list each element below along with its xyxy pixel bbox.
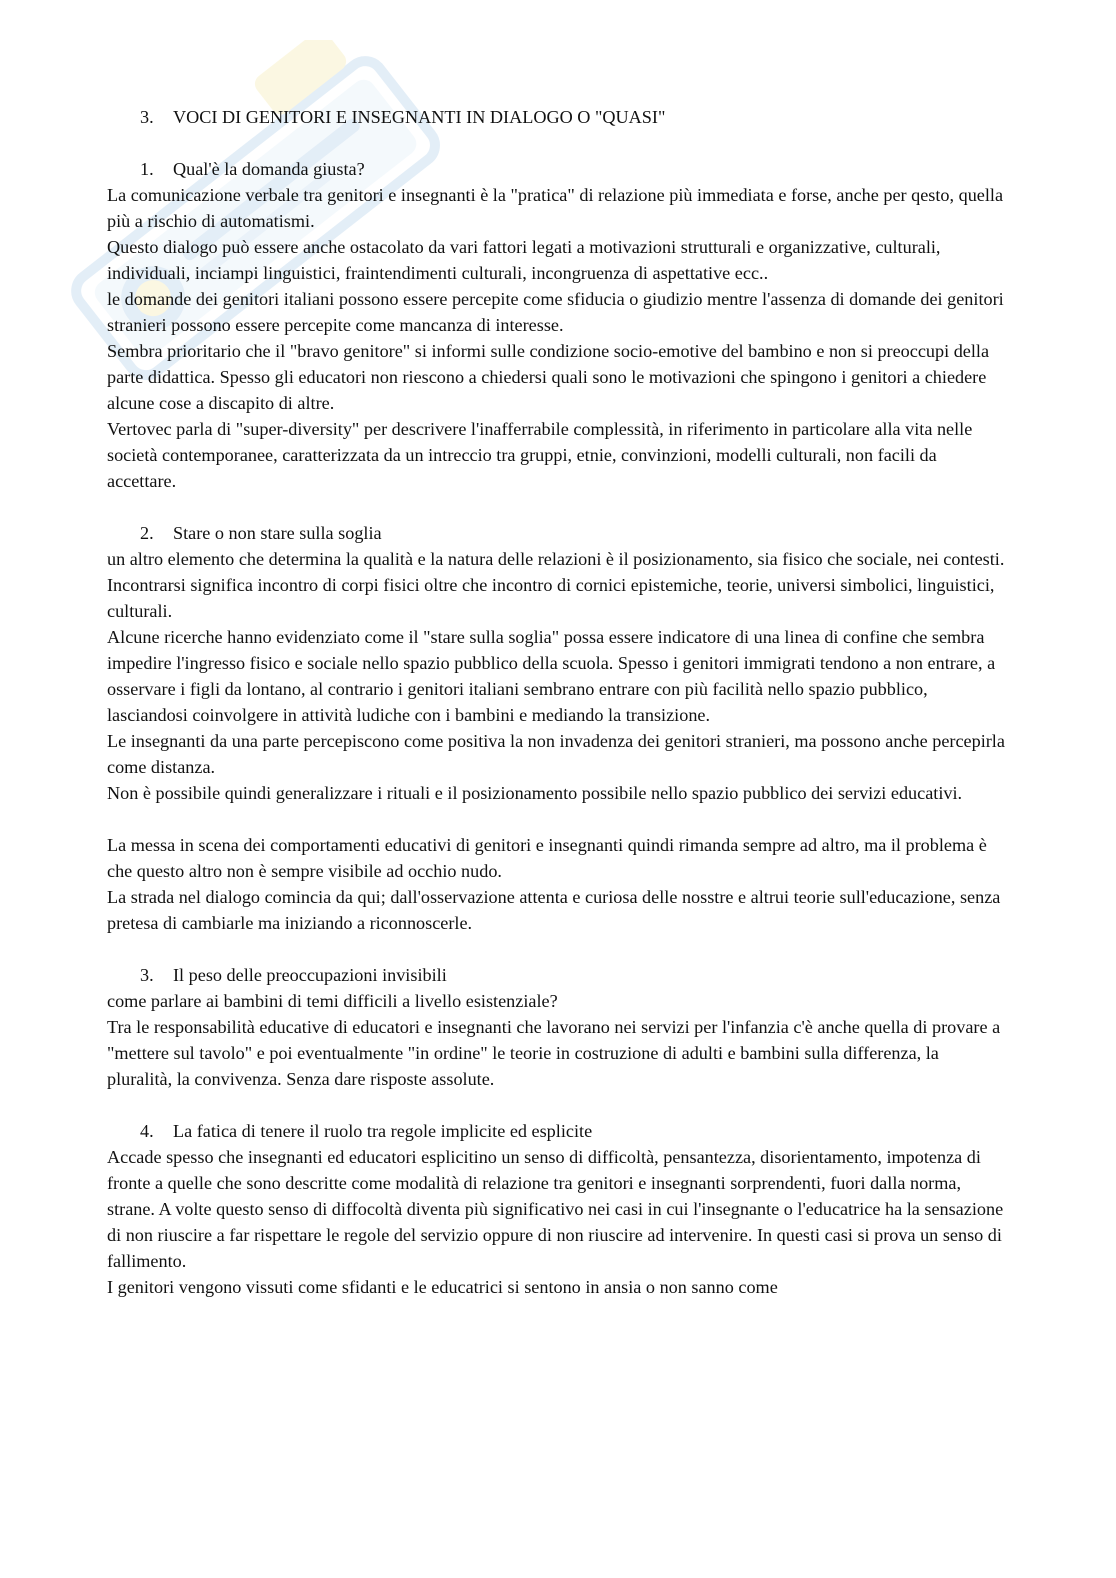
section-heading xyxy=(140,1118,1007,1144)
section-number: 1. xyxy=(140,159,154,179)
chapter-number: 3. xyxy=(140,107,154,127)
paragraph: Tra le responsabilità educative di educatori e insegnanti che lavorano nei servizi per l'infanzia c'è anche quella di provare a "mettere sul tavolo" e poi eventualmente "in ordine" le teorie in costruzione di adulti e bambini sulla differenza, la pluralità, la convivenza. Senza dare risposte assolute. xyxy=(107,1017,1001,1089)
section-title: Stare o non stare sulla soglia xyxy=(173,523,382,543)
section-title: La fatica di tenere il ruolo tra regole implicite ed esplicite xyxy=(173,1121,593,1141)
paragraph: La strada nel dialogo comincia da qui; dall'osservazione attenta e curiosa delle nosstre e altrui teorie sull'educazione, senza pretesa di cambiarle ma iniziando a riconnoscerle. xyxy=(107,887,1001,933)
paragraph: Accade spesso che insegnanti ed educatori esplicitino un senso di difficoltà, pensantezza, disorientamento, impotenza di fronte a quelle che sono descritte come modalità di relazione tra genitori e insegnanti sorprendenti, fuori dalla norma, strane. A volte questo senso di diffocoltà diventa più significativo nei casi in cui l'insegnante o l'educatrice ha la sensazione di non riuscire a far rispettare le regole del servizio oppure di non riuscire ad intervenire. In questi casi si prova un senso di fallimento. xyxy=(107,1147,1004,1271)
section-heading xyxy=(140,962,1007,988)
paragraph: Alcune ricerche hanno evidenziato come il "stare sulla soglia" possa essere indicatore di una linea di confine che sembra impedire l'ingresso fisico e sociale nello spazio pubblico della scuola. Spesso i genitori immigrati tendono a non entrare, a osservare i figli da lontano, al contrario i genitori italiani sembrano entrare con più facilità nello spazio pubblico, lasciandosi coinvolgere in attività ludiche con i bambini e mediando la transizione. xyxy=(107,627,996,725)
paragraph: le domande dei genitori italiani possono essere percepite come sfiducia o giudizio mentre l'assenza di domande dei genitori stranieri possono essere percepite come mancanza di interesse. xyxy=(107,289,1004,335)
section-number: 2. xyxy=(140,523,154,543)
paragraph: La comunicazione verbale tra genitori e insegnanti è la "pratica" di relazione più immediata e forse, anche per qesto, quella più a rischio di automatismi. xyxy=(107,185,1004,231)
paragraph: un altro elemento che determina la qualità e la natura delle relazioni è il posizionamento, sia fisico che sociale, nei contesti. xyxy=(107,549,1005,569)
paragraph: come parlare ai bambini di temi difficili a livello esistenziale? xyxy=(107,991,558,1011)
section-heading xyxy=(140,156,1007,182)
section-number: 4. xyxy=(140,1121,154,1141)
document-page xyxy=(107,104,1007,1300)
chapter-title xyxy=(140,104,1007,130)
paragraph: Vertovec parla di "super-diversity" per descrivere l'inafferrabile complessità, in riferimento in particolare alla vita nelle società contemporanee, caratterizzata da un intreccio tra gruppi, etnie, convinzioni, modelli culturali, non facili da accettare. xyxy=(107,419,973,491)
paragraph: La messa in scena dei comportamenti educativi di genitori e insegnanti quindi rimanda sempre ad altro, ma il problema è che questo altro non è sempre visibile ad occhio nudo. xyxy=(107,835,987,881)
paragraph: Non è possibile quindi generalizzare i rituali e il posizionamento possibile nello spazio pubblico dei servizi educativi. xyxy=(107,783,963,803)
section-title: Qual'è la domanda giusta? xyxy=(173,159,365,179)
section-heading xyxy=(140,520,1007,546)
paragraph: Incontrarsi significa incontro di corpi fisici oltre che incontro di cornici epistemiche, teorie, universi simbolici, linguistici, culturali. xyxy=(107,575,995,621)
paragraph: Questo dialogo può essere anche ostacolato da vari fattori legati a motivazioni strutturali e organizzative, culturali, individuali, inciampi linguistici, fraintendimenti culturali, incongruenza di aspettative ecc.. xyxy=(107,237,941,283)
section-title: Il peso delle preoccupazioni invisibili xyxy=(173,965,447,985)
paragraph: Sembra prioritario che il "bravo genitore" si informi sulle condizione socio-emotive del bambino e non si preoccupi della parte didattica. Spesso gli educatori non riescono a chiedersi quali sono le motivazioni che spingono i genitori a chiedere alcune cose a discapito di altre. xyxy=(107,341,990,413)
paragraph: I genitori vengono vissuti come sfidanti e le educatrici si sentono in ansia o non sanno come xyxy=(107,1277,778,1297)
paragraph: Le insegnanti da una parte percepiscono come positiva la non invadenza dei genitori stranieri, ma possono anche percepirla come distanza. xyxy=(107,731,1005,777)
chapter-title-text: VOCI DI GENITORI E INSEGNANTI IN DIALOGO O "QUASI" xyxy=(173,107,666,127)
section-number: 3. xyxy=(140,965,154,985)
